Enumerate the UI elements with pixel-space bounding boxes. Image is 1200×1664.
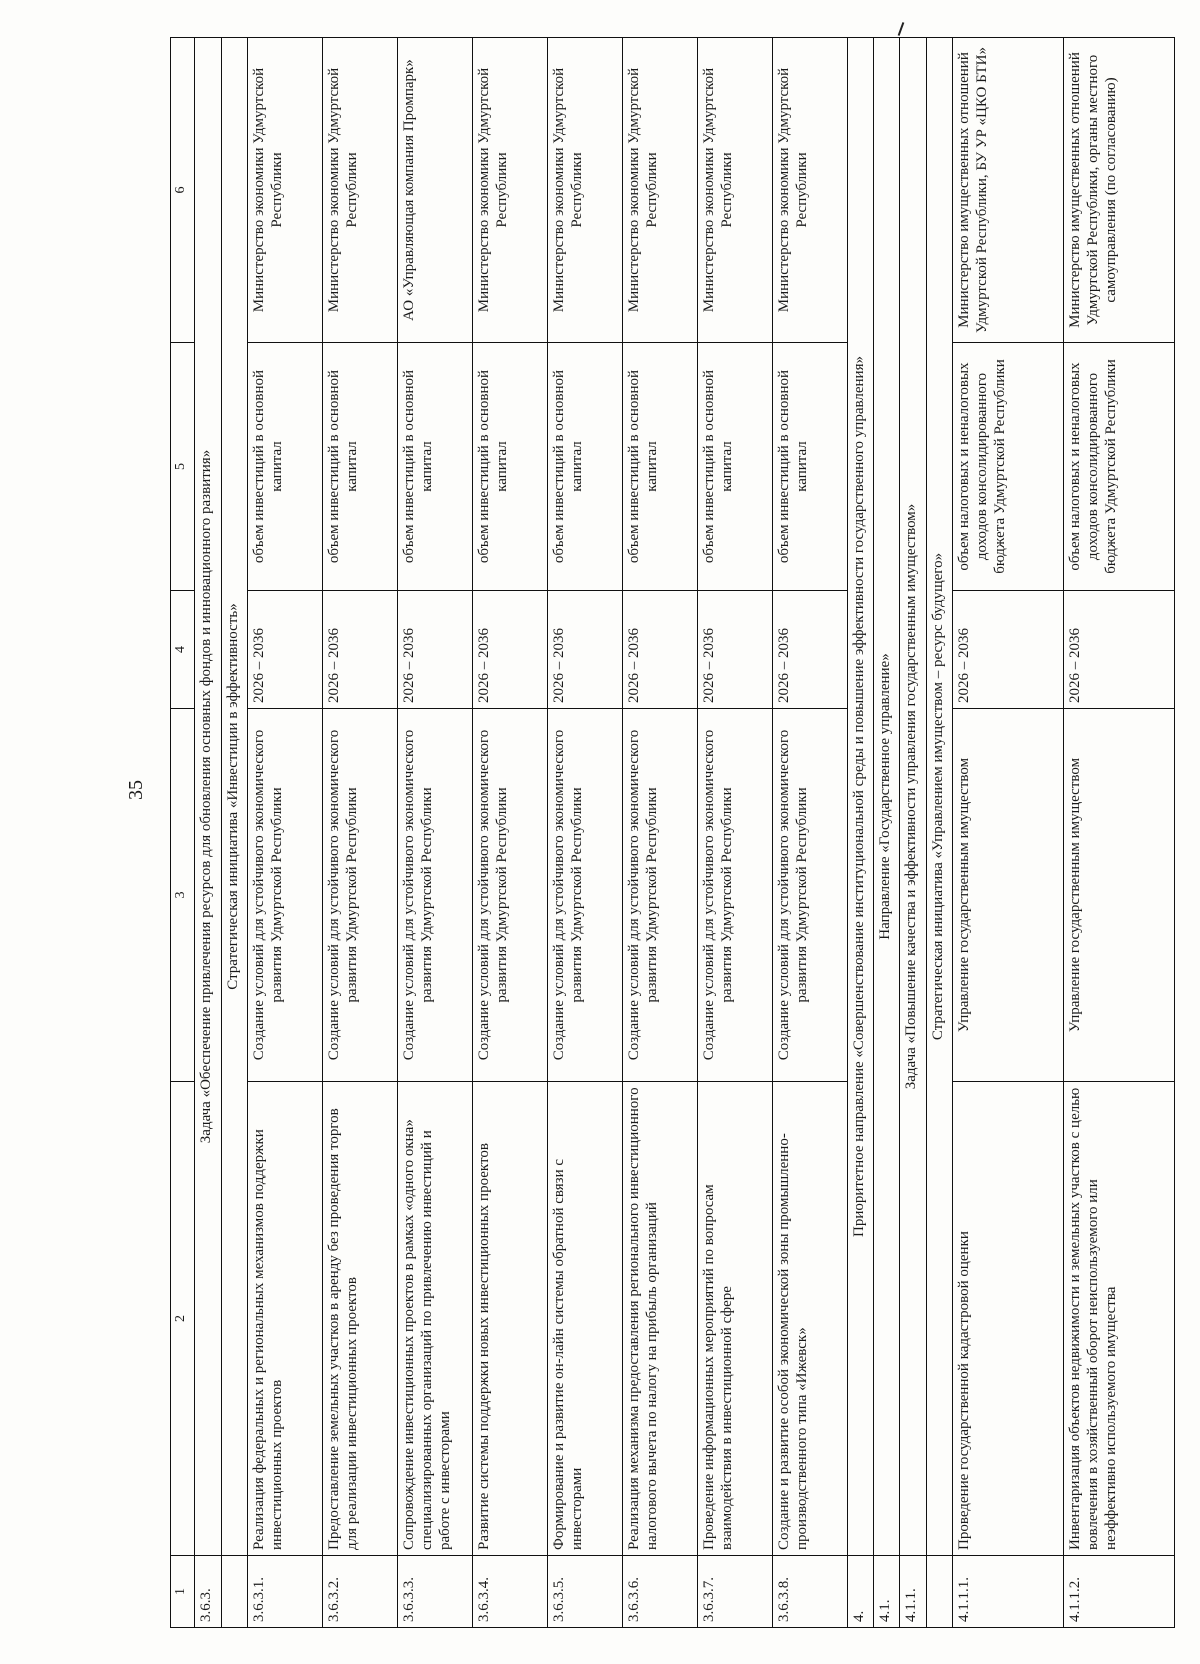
goal-cell: Управление государственным имуществом <box>1064 709 1175 1082</box>
initiative-title: Стратегическая инициатива «Управлением имуществом – ресурс будущего» <box>926 38 952 1556</box>
row-number: 3.6.3.6. <box>622 1556 697 1628</box>
task-number: 3.6.3. <box>195 1556 221 1628</box>
initiative-row <box>221 38 247 1628</box>
event-cell: Проведение государственной кадастровой оценки <box>953 1082 1064 1556</box>
row-number: 3.6.3.8. <box>772 1556 847 1628</box>
indicator-cell: объем налоговых и неналоговых доходов консолидированного бюджета Удмуртской Республики <box>953 343 1064 591</box>
row-number: 3.6.3.5. <box>547 1556 622 1628</box>
task-title: Задача «Обеспечение привлечения ресурсов для обновления основных фондов и инновационного развития» <box>195 38 221 1556</box>
direction-title: Направление «Государственное управление» <box>874 38 900 1556</box>
indicator-cell: объем инвестиций в основной капитал <box>622 343 697 591</box>
period-cell: 2026 – 2036 <box>1064 591 1175 709</box>
plan-table <box>170 37 1175 1628</box>
column-number: 2 <box>171 1082 195 1556</box>
event-cell: Предоставление земельных участков в аренду без проведения торгов для реализации инвестиционных проектов <box>323 1082 398 1556</box>
row-number: 3.6.3.3. <box>397 1556 472 1628</box>
table-row <box>472 38 547 1628</box>
responsible-cell: Министерство экономики Удмуртской Республики <box>323 38 398 343</box>
table-row <box>772 38 847 1628</box>
period-cell: 2026 – 2036 <box>547 591 622 709</box>
goal-cell: Управление государственным имуществом <box>953 709 1064 1082</box>
column-number: 6 <box>171 38 195 343</box>
responsible-cell: Министерство имущественных отношений Удмуртской Республики, БУ УР «ЦКО БТИ» <box>953 38 1064 343</box>
responsible-cell: Министерство экономики Удмуртской Республики <box>772 38 847 343</box>
responsible-cell: Министерство экономики Удмуртской Республики <box>472 38 547 343</box>
indicator-cell: объем инвестиций в основной капитал <box>547 343 622 591</box>
task-title: Задача «Повышение качества и эффективности управления государственным имуществом» <box>900 38 926 1556</box>
goal-cell: Создание условий для устойчивого экономического развития Удмуртской Республики <box>772 709 847 1082</box>
period-cell: 2026 – 2036 <box>697 591 772 709</box>
table-row <box>547 38 622 1628</box>
row-number: 4.1.1.2. <box>1064 1556 1175 1628</box>
direction-row <box>874 38 900 1628</box>
indicator-cell: объем инвестиций в основной капитал <box>397 343 472 591</box>
row-number: 3.6.3.1. <box>248 1556 323 1628</box>
indicator-cell: объем инвестиций в основной капитал <box>772 343 847 591</box>
indicator-cell: объем инвестиций в основной капитал <box>323 343 398 591</box>
responsible-cell: Министерство экономики Удмуртской Республики <box>697 38 772 343</box>
period-cell: 2026 – 2036 <box>248 591 323 709</box>
row-number: 3.6.3.7. <box>697 1556 772 1628</box>
responsible-cell: Министерство имущественных отношений Удмуртской Республики, органы местного самоуправления (по согласованию) <box>1064 38 1175 343</box>
indicator-cell: объем инвестиций в основной капитал <box>697 343 772 591</box>
row-number: 3.6.3.4. <box>472 1556 547 1628</box>
page-number: 35 <box>125 780 147 800</box>
period-cell: 2026 – 2036 <box>323 591 398 709</box>
period-cell: 2026 – 2036 <box>953 591 1064 709</box>
goal-cell: Создание условий для устойчивого экономического развития Удмуртской Республики <box>397 709 472 1082</box>
responsible-cell: Министерство экономики Удмуртской Республики <box>248 38 323 343</box>
initiative-title: Стратегическая инициатива «Инвестиции в эффективность» <box>221 38 247 1556</box>
priority-row <box>847 38 873 1628</box>
event-cell: Формирование и развитие он-лайн системы обратной связи с инвесторами <box>547 1082 622 1556</box>
event-cell: Реализация механизма предоставления регионального инвестиционного налогового вычета по налогу на прибыль организаций <box>622 1082 697 1556</box>
indicator-cell: объем инвестиций в основной капитал <box>472 343 547 591</box>
event-cell: Сопровождение инвестиционных проектов в рамках «одного окна» специализированных организаций по привлечению инвестиций и работе с инвесторами <box>397 1082 472 1556</box>
pen-mark <box>898 22 905 36</box>
period-cell: 2026 – 2036 <box>622 591 697 709</box>
table-row <box>697 38 772 1628</box>
row-number: 3.6.3.2. <box>323 1556 398 1628</box>
goal-cell: Создание условий для устойчивого экономического развития Удмуртской Республики <box>248 709 323 1082</box>
column-number: 4 <box>171 591 195 709</box>
task-row <box>900 38 926 1628</box>
priority-title: Приоритетное направление «Совершенствование институциональной среды и повышение эффективности государственного управления» <box>847 38 873 1556</box>
period-cell: 2026 – 2036 <box>397 591 472 709</box>
initiative-row <box>926 38 952 1628</box>
goal-cell: Создание условий для устойчивого экономического развития Удмуртской Республики <box>697 709 772 1082</box>
event-cell: Инвентаризация объектов недвижимости и земельных участков с целью вовлечения в хозяйственный оборот неиспользуемого или неэффективно используемого имущества <box>1064 1082 1175 1556</box>
responsible-cell: Министерство экономики Удмуртской Республики <box>547 38 622 343</box>
priority-number: 4. <box>847 1556 873 1628</box>
responsible-cell: АО «Управляющая компания Промпарк» <box>397 38 472 343</box>
table-row <box>248 38 323 1628</box>
table-row <box>323 38 398 1628</box>
rotated-page-content <box>170 38 1175 1628</box>
direction-number: 4.1. <box>874 1556 900 1628</box>
table-row <box>953 38 1064 1628</box>
goal-cell: Создание условий для устойчивого экономического развития Удмуртской Республики <box>622 709 697 1082</box>
table-row <box>397 38 472 1628</box>
table-row <box>1064 38 1175 1628</box>
column-number: 3 <box>171 709 195 1082</box>
column-number: 1 <box>171 1556 195 1628</box>
goal-cell: Создание условий для устойчивого экономического развития Удмуртской Республики <box>472 709 547 1082</box>
row-number: 4.1.1.1. <box>953 1556 1064 1628</box>
table-row <box>622 38 697 1628</box>
responsible-cell: Министерство экономики Удмуртской Республики <box>622 38 697 343</box>
task-row <box>195 38 221 1628</box>
event-cell: Развитие системы поддержки новых инвестиционных проектов <box>472 1082 547 1556</box>
indicator-cell: объем инвестиций в основной капитал <box>248 343 323 591</box>
column-numbers-row <box>171 38 195 1628</box>
event-cell: Реализация федеральных и региональных механизмов поддержки инвестиционных проектов <box>248 1082 323 1556</box>
goal-cell: Создание условий для устойчивого экономического развития Удмуртской Республики <box>547 709 622 1082</box>
task-number: 4.1.1. <box>900 1556 926 1628</box>
goal-cell: Создание условий для устойчивого экономического развития Удмуртской Республики <box>323 709 398 1082</box>
event-cell: Проведение информационных мероприятий по вопросам взаимодействия в инвестиционной сфере <box>697 1082 772 1556</box>
event-cell: Создание и развитие особой экономической зоны промышленно-производственного типа «Ижевск» <box>772 1082 847 1556</box>
period-cell: 2026 – 2036 <box>772 591 847 709</box>
column-number: 5 <box>171 343 195 591</box>
indicator-cell: объем налоговых и неналоговых доходов консолидированного бюджета Удмуртской Республики <box>1064 343 1175 591</box>
period-cell: 2026 – 2036 <box>472 591 547 709</box>
